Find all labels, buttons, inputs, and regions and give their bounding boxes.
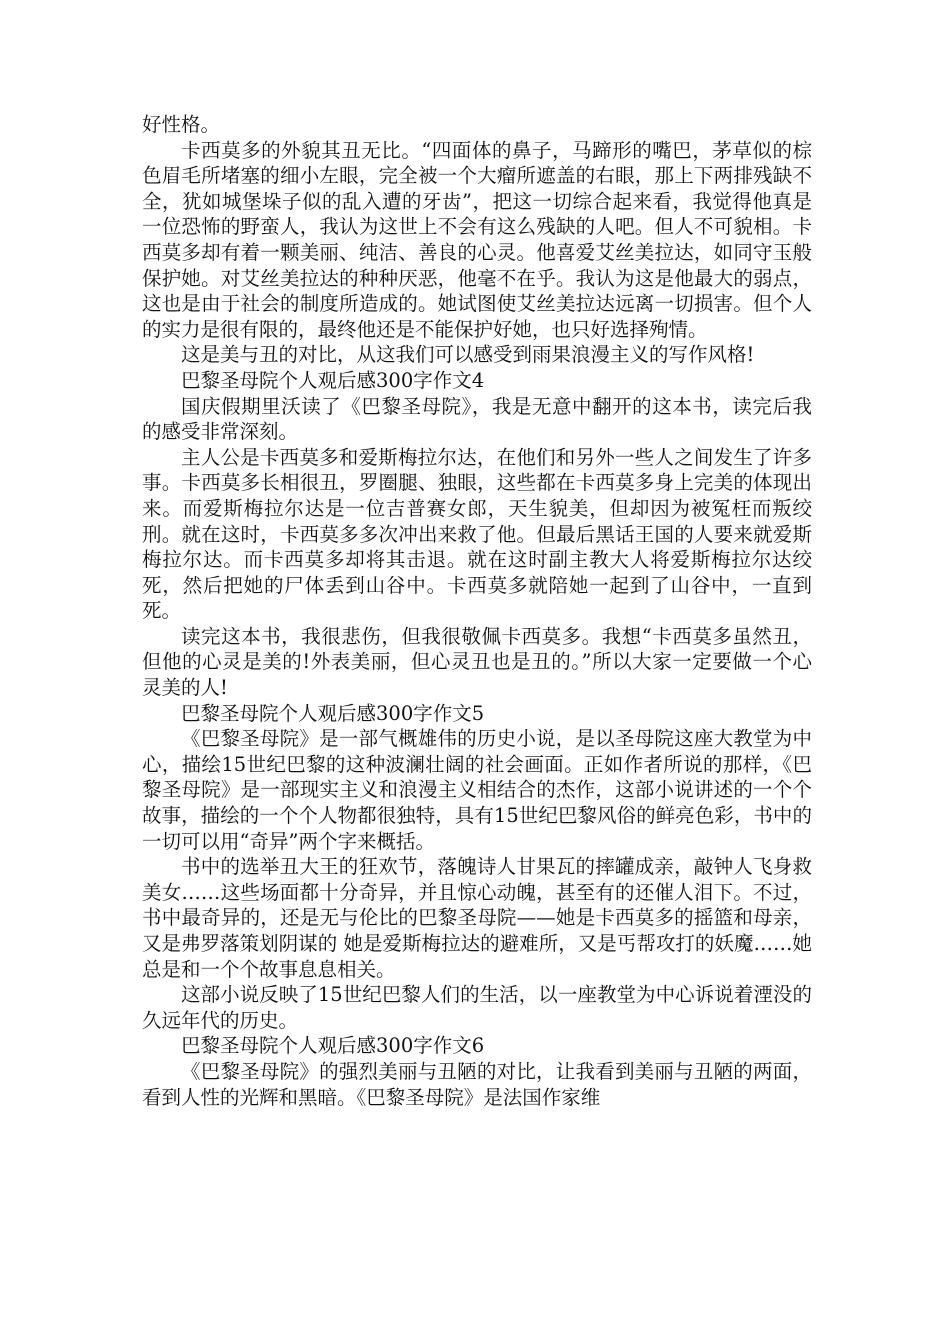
section-heading: 巴黎圣母院个人观后感300字作文4 [181, 368, 485, 392]
section-heading: 巴黎圣母院个人观后感300字作文5 [181, 701, 485, 725]
paragraph: 这是美与丑的对比，从这我们可以感受到雨果浪漫主义的写作风格! [181, 343, 755, 367]
paragraph: 卡西莫多的外貌其丑无比。“四面体的鼻子，马蹄形的嘴巴，茅草似的棕色眉毛所堵塞的细小左眼，完全被一个大瘤所遮盖的右眼，那上下两排残缺不全，犹如城堡垛子似的乱入遭的牙齿”，把这一切综合起来看，我觉得他真是一位恐怖的野蛮人，我认为这世上不会有这么残缺的人吧。但人不可貌相。卡西莫多却有着一颗美丽、纯洁、善良的心灵。他喜爱艾丝美拉达，如同守玉般保护她。对艾丝美拉达的种种厌恶，他毫不在乎。我认为这是他最大的弱点，这也是由于社会的制度所造成的。她试图使艾丝美拉达远离一切损害。但个人的实力是很有限的，最终他还是不能保护好她，也只好选择殉情。 [142, 138, 812, 341]
paragraph: 主人公是卡西莫多和爱斯梅拉尔达，在他们和另外一些人之间发生了许多事。卡西莫多长相很丑，罗圈腿、独眼，这些都在卡西莫多身上完美的体现出来。而爱斯梅拉尔达是一位吉普赛女郎，天生貌美，但却因为被冤枉而叛绞刑。就在这时，卡西莫多多次冲出来救了他。但最后黑话王国的人要来就爱斯梅拉尔达。而卡西莫多却将其击退。就在这时副主教大人将爱斯梅拉尔达绞死，然后把她的尸体丢到山谷中。卡西莫多就陪她一起到了山谷中，一直到死。 [142, 445, 812, 623]
document-body [142, 112, 812, 1110]
paragraph: 国庆假期里沃读了《巴黎圣母院》，我是无意中翻开的这本书，读完后我的感受非常深刻。 [142, 394, 812, 444]
paragraph: 《巴黎圣母院》的强烈美丽与丑陋的对比，让我看到美丽与丑陋的两面，看到人性的光辉和黑暗。《巴黎圣母院》是法国作家维 [142, 1059, 812, 1109]
paragraph: 《巴黎圣母院》是一部气概雄伟的历史小说，是以圣母院这座大教堂为中心，描绘15世纪巴黎的这种波澜壮阔的社会画面。正如作者所说的那样，《巴黎圣母院》是一部现实主义和浪漫主义相结合的杰作，这部小说讲述的一个个故事，描绘的一个个人物都很独特，具有15世纪巴黎风俗的鲜亮色彩，书中的一切可以用“奇异”两个字来概括。 [142, 727, 812, 853]
paragraph: 这部小说反映了15世纪巴黎人们的生活，以一座教堂为中心诉说着湮没的久远年代的历史。 [142, 983, 812, 1032]
paragraph: 读完这本书，我很悲伤，但我很敬佩卡西莫多。我想“卡西莫多虽然丑，但他的心灵是美的!外表美丽，但心灵丑也是丑的。”所以大家一定要做一个心灵美的人! [142, 624, 812, 700]
paragraph: 好性格。 [142, 113, 221, 136]
section-heading: 巴黎圣母院个人观后感300字作文6 [181, 1034, 485, 1058]
paragraph: 书中的选举丑大王的狂欢节，落魄诗人甘果瓦的摔罐成亲，敲钟人飞身救美女……这些场面都十分奇异，并且惊心动魄，甚至有的还催人泪下。不过，书中最奇异的，还是无与伦比的巴黎圣母院——她是卡西莫多的摇篮和母亲，又是弗罗落策划阴谋的 她是爱斯梅拉达的避难所，又是丐帮攻打的妖魔……她总是和一个个故事息息相关。 [142, 855, 812, 981]
